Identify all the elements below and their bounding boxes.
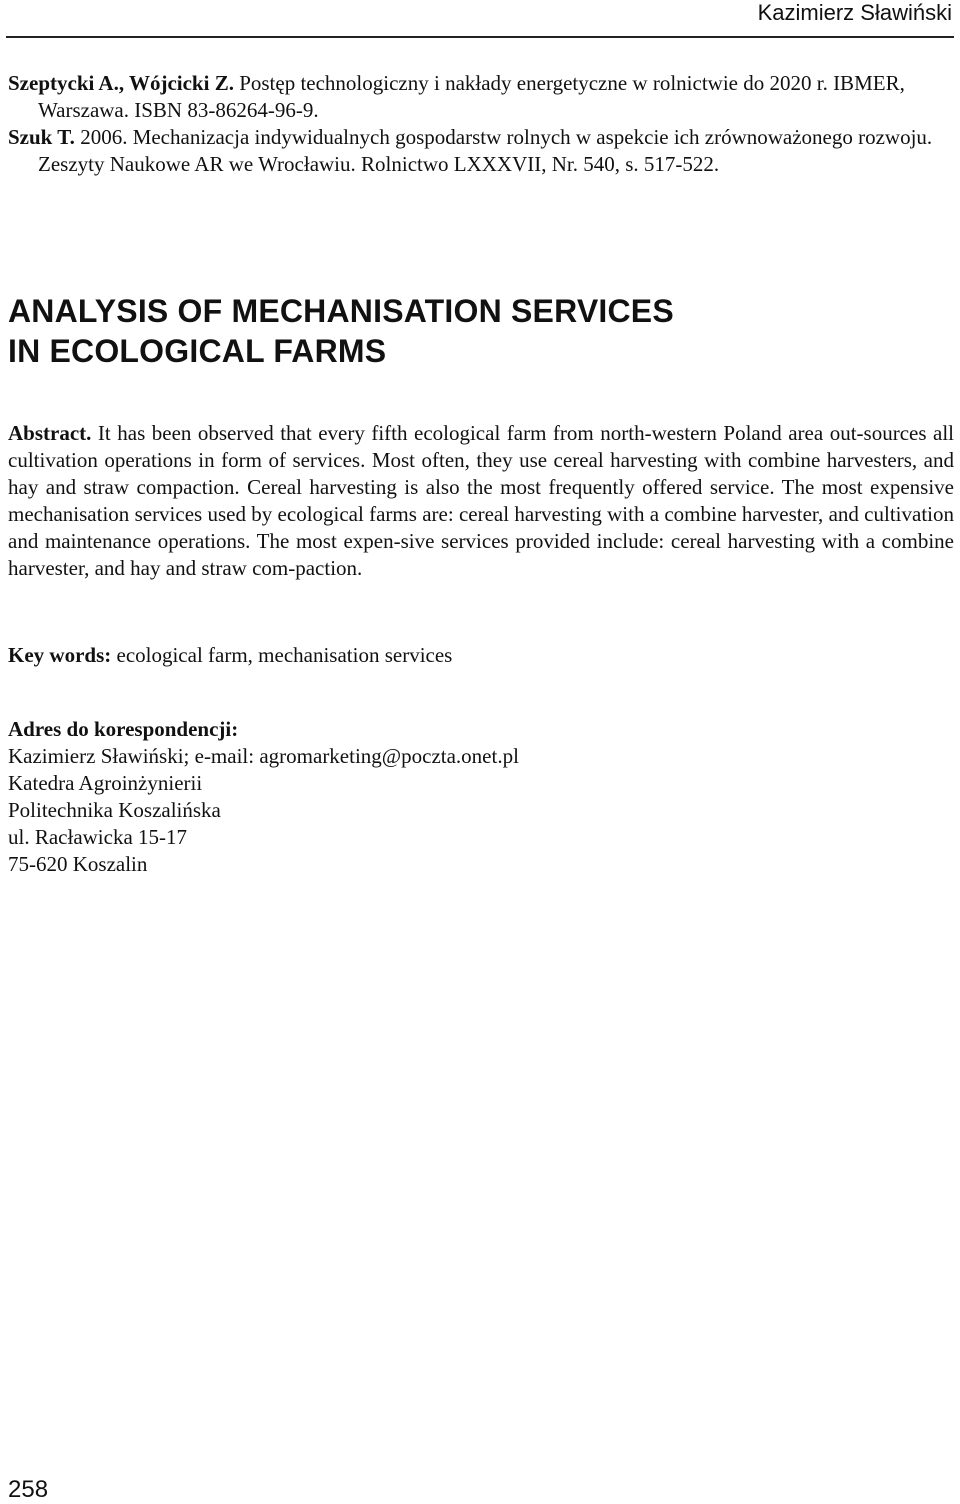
reference-entry xyxy=(8,124,953,178)
reference-authors: Szeptycki A., Wójcicki Z. xyxy=(8,71,234,95)
reference-text: Postęp technologiczny i nakłady energetyczne w rolnictwie do 2020 r. IBMER, Warszawa. ISBN 83-86264-96-9. xyxy=(38,71,905,122)
abstract xyxy=(8,420,954,582)
correspondence-line: Katedra Agroinżynierii xyxy=(8,771,203,795)
keywords xyxy=(8,642,953,669)
abstract-text: It has been observed that every fifth ecological farm from north-western Poland area out-sources all cultivation operations in form of services. Most often, they use cereal harvesting with combine harvesters, and hay and straw compaction. Cereal harvesting is also the most frequently offered service. The most expensive mechanisation services used by ecological farms are: cereal harvesting with a combine harvester, and cultivation and maintenance operations. The most expen-sive services provided include: cereal harvesting with a combine harvester, and hay and straw com-paction. xyxy=(8,421,954,580)
keywords-label: Key words: xyxy=(8,643,112,667)
correspondence-line: 75-620 Koszalin xyxy=(8,852,148,876)
reference-text: 2006. Mechanizacja indywidualnych gospodarstw rolnych w aspekcie ich zrównoważonego rozwoju. Zeszyty Naukowe AR we Wrocławiu. Rolnictwo LXXXVII, Nr. 540, s. 517-522. xyxy=(38,125,933,176)
page-number: 258 xyxy=(8,1476,49,1503)
correspondence-heading: Adres do korespondencji: xyxy=(8,717,239,741)
correspondence-line: Kazimierz Sławiński; e-mail: agromarketing@poczta.onet.pl xyxy=(8,744,519,768)
correspondence-line: Politechnika Koszalińska xyxy=(8,798,221,822)
abstract-label: Abstract. xyxy=(8,421,92,445)
article-title-line: IN ECOLOGICAL FARMS xyxy=(8,333,387,369)
running-header-author: Kazimierz Sławiński xyxy=(757,0,952,25)
reference-entry xyxy=(8,70,953,124)
header-divider xyxy=(6,36,954,38)
correspondence-address xyxy=(8,716,953,878)
article-title xyxy=(8,291,953,371)
correspondence-line: ul. Racławicka 15-17 xyxy=(8,825,188,849)
reference-authors: Szuk T. xyxy=(8,125,75,149)
keywords-text: ecological farm, mechanisation services xyxy=(111,643,453,667)
article-title-line: ANALYSIS OF MECHANISATION SERVICES xyxy=(8,293,674,329)
references-list xyxy=(8,70,953,178)
